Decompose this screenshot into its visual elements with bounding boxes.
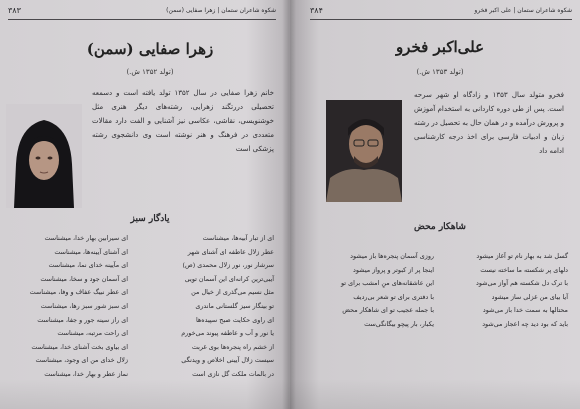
poem-line: محتالها به سمت خدا باز می‌شود — [482, 306, 568, 315]
page-number: ۳۸۴ — [310, 6, 323, 15]
poem-line: ای سیرابین بهار خدا، میشناست — [44, 234, 128, 242]
poem-line: با ترک دل شکسته هم آواز می‌شود — [476, 279, 568, 288]
poem-line: سرشار نور، نور زلال محمدی (ص) — [182, 261, 274, 270]
poem-right-column — [134, 232, 274, 382]
poem-line: گسل شد به بهار نام تو آغاز میشود — [476, 252, 568, 260]
poem-line: ای از تبار آبیه‌ها، میشناست — [202, 234, 274, 242]
right-page — [290, 0, 580, 409]
poem-line: ای راحت مرتبه، میشناست — [57, 329, 128, 338]
portrait-image — [6, 104, 82, 208]
poem-line: از خشم راه پنجره‌ها بوی غربت — [191, 342, 274, 351]
poem-line: سیست زلال آیینی اخلاص و ویدنگی — [181, 356, 274, 365]
poem-left-column — [4, 232, 128, 382]
poem-line: این عاشقانه‌های منِ امشب برای تو — [340, 279, 434, 288]
poem-line: ای بیاوی بخت آشنای خدا، میشناست — [31, 342, 128, 351]
poem-line: ای راز سینه جور و جفا، میشناست — [37, 315, 128, 324]
poem-line: ای آشنای آیینه‌ها، میشناست — [54, 247, 128, 256]
poem-line: آیا بیای من غزلی ساز میشود — [491, 292, 568, 301]
poem-line: عطر زلال عاطفه ای آشنای شهر — [187, 247, 274, 256]
running-head — [8, 4, 276, 18]
poet-photo — [6, 104, 82, 208]
poem-line: در بالمات ملکت گل نازی است — [192, 369, 274, 378]
poem-line: نماز عطر و بهار خدا، میشناست — [44, 369, 128, 378]
poem-line: تو بینگار سیز گلستانی ماندری — [195, 301, 274, 310]
poem-line: ای سبز شور سبز رها، میشناست — [40, 301, 128, 310]
poem-line: آیبی‌ترین کرانه‌ای این آسمان تویی — [184, 274, 274, 283]
header-rule — [8, 19, 276, 20]
poem-line: با جمله عجیب تو ای شاهکار محض — [342, 306, 434, 315]
poem-line: ای عطر نبیگ عفاف و وفا، میشناست — [29, 288, 128, 297]
running-head-title: شکوه شاعران ستمان | علی اکبر فخرو — [474, 7, 572, 14]
page-number: ۳۸۳ — [8, 6, 21, 15]
poem-line: زلال خدای من ای وجود، میشناست — [35, 356, 128, 365]
running-head-title: شکوه شاعران ستمان | زهرا صفایی (سمن) — [166, 7, 276, 14]
page-shadow — [0, 379, 290, 409]
portrait-image — [326, 100, 402, 202]
poem-line: با دفتری برای تو شعر بی‌ردیف — [353, 292, 434, 301]
poet-bio: خانم زهرا صفایی در سال ۱۳۵۲ تولد یافته است و دسمعه تحصیلی دررتگند زهرایی، رشته‌های دیگر هنری مثل خوشنویسی، نقاشی، عکاسی نیز آشنایی و الفت دارد مقالات متعددی در فرهنگ و هنر نوشته است وی دانشجوی رشته پزشکی است — [92, 89, 274, 153]
poet-name: علی‌اکبر فخرو — [395, 38, 485, 56]
poet-birth: (تولد ۱۳۵۲ ش.) — [126, 68, 174, 76]
poem-line: روزی آسمان پنجره‌ها باز میشود — [350, 252, 434, 260]
poem-line: مثل نسیم می‌گذری از خیال من — [191, 288, 274, 297]
poem-line: یا نور و آب و عاطفه پیوند می‌خورم — [181, 329, 274, 338]
poem-right-column — [440, 250, 568, 332]
poem-line: ای آسمان جود و سخا، میشناست — [40, 274, 128, 283]
page-shadow — [290, 379, 580, 409]
poet-birth: (تولد ۱۳۵۳ ش.) — [416, 68, 464, 76]
poem-line: ای راوی حکایت صبح سپیده‌ها — [195, 315, 274, 324]
poem-line: اینجا پر از کبوتر و پرواز میشود — [352, 265, 434, 274]
poet-bio: فخرو متولد سال ۱۳۵۳ و زادگاه او شهر سرحه است. پس از طی دوره کاردانی به استخدام آموزش و پرورش درآمده و در همان حال به تحصیل در رشته زبان و ادبیات فارسی برای اخذ درجه کارشناسی ادامه داد — [414, 91, 564, 155]
running-head — [310, 4, 572, 18]
poem-title: یادگار سبز — [130, 214, 170, 224]
poet-photo — [326, 100, 402, 202]
poem-line: باید که بود دید چه اعجاز می‌شود — [482, 319, 568, 328]
poem-left-column — [330, 250, 434, 332]
poem-title: شاهکار محض — [414, 222, 466, 232]
header-rule — [310, 19, 572, 20]
poet-name: زهرا صفایی (سمن) — [86, 40, 214, 58]
poem-line: ای مآیینه خدای نما، میشناست — [48, 261, 128, 270]
poem-line: یکبار، بار پیچو بیگانگی‌ست — [364, 319, 434, 328]
poem-line: دلهای پر شکسته ما ساخته نیست — [480, 265, 568, 274]
